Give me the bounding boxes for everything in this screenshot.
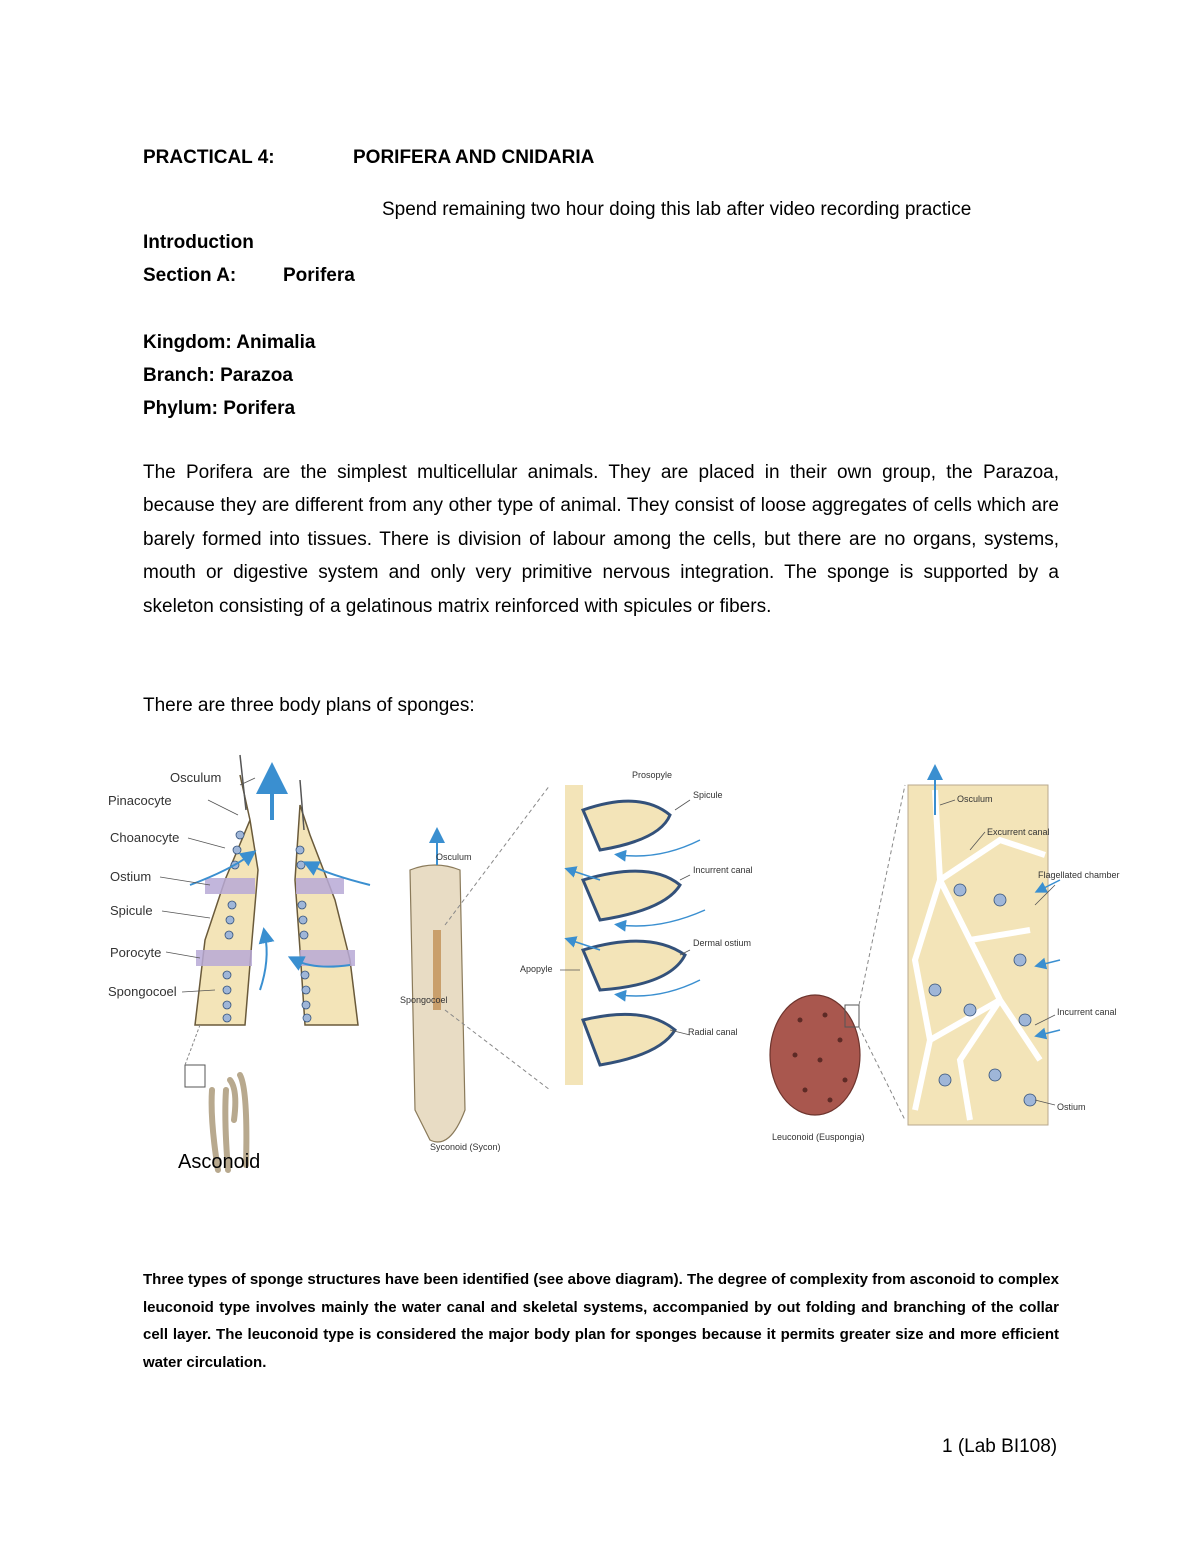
porifera-description: The Porifera are the simplest multicellular animals. They are placed in their own group, the Parazoa, because they are different from any other type of animal. They consist of loose aggregates of cells which are barely formed into tissues. There is division of labour among the cells, but there are no organs, systems, mouth or digestive system and only very primitive nervous integration. The sponge is supported by a skeleton consisting of a gelatinous matrix reinforced with spicules or fibers. — [143, 462, 1059, 617]
label-leu-incurrent-canal: Incurrent canal — [1057, 1007, 1117, 1017]
label-spicule: Spicule — [110, 903, 153, 918]
section-name: Porifera — [283, 265, 355, 286]
label-dermal-ostium: Dermal ostium — [693, 938, 752, 948]
phylum-line: Phylum: Porifera — [143, 398, 296, 419]
caption-leuconoid: Leuconoid (Euspongia) — [772, 1132, 865, 1142]
sponge-body-plans-figure — [100, 760, 1120, 1180]
label-apopyle: Apopyle — [520, 964, 553, 974]
label-pinacocyte: Pinacocyte — [108, 793, 172, 808]
leuconoid-diagram — [770, 772, 1060, 1125]
label-porocyte: Porocyte — [110, 945, 162, 960]
practical-number: PRACTICAL 4: — [143, 147, 275, 168]
branch-line: Branch: Parazoa — [143, 365, 293, 386]
label-ostium: Ostium — [110, 869, 152, 884]
label-spongocoel: Spongocoel — [108, 984, 177, 999]
practical-topic: PORIFERA AND CNIDARIA — [353, 147, 595, 168]
introduction-heading: Introduction — [143, 232, 254, 253]
kingdom-line: Kingdom: Animalia — [143, 332, 316, 353]
instruction-text: Spend remaining two hour doing this lab after video recording practice — [382, 199, 972, 220]
label-radial-canal: Radial canal — [688, 1027, 738, 1037]
body-plans-intro: There are three body plans of sponges: — [143, 695, 475, 716]
label-excurrent-canal: Excurrent canal — [987, 827, 1050, 837]
label-leu-osculum: Osculum — [957, 794, 993, 804]
label-incurrent-canal: Incurrent canal — [693, 865, 753, 875]
label-flagellated-chamber: Flagellated chamber — [1038, 870, 1120, 880]
sponge-structures-summary: Three types of sponge structures have been identified (see above diagram). The degree of complexity from asconoid to complex leuconoid type involves mainly the water canal and skeletal systems, accompanied by out folding and branching of the collar cell layer. The leuconoid type is considered the major body plan for sponges because it permits greater size and more efficient water circulation. — [143, 1271, 1059, 1371]
label-leu-ostium: Ostium — [1057, 1102, 1086, 1112]
label-osculum: Osculum — [170, 770, 222, 785]
syconoid-diagram — [410, 785, 705, 1142]
label-choanocyte: Choanocyte — [110, 830, 180, 845]
label-syc-osculum: Osculum — [436, 852, 472, 862]
label-prosopyle: Prosopyle — [632, 770, 673, 780]
caption-syconoid: Syconoid (Sycon) — [430, 1142, 501, 1152]
caption-asconoid: Asconoid — [178, 1151, 261, 1173]
label-syc-spicule: Spicule — [693, 790, 723, 800]
label-syc-spongocoel: Spongocoel — [400, 995, 448, 1005]
page-footer: 1 (Lab BI108) — [942, 1436, 1058, 1457]
section-label: Section A: — [143, 265, 237, 286]
asconoid-diagram — [160, 755, 370, 1170]
